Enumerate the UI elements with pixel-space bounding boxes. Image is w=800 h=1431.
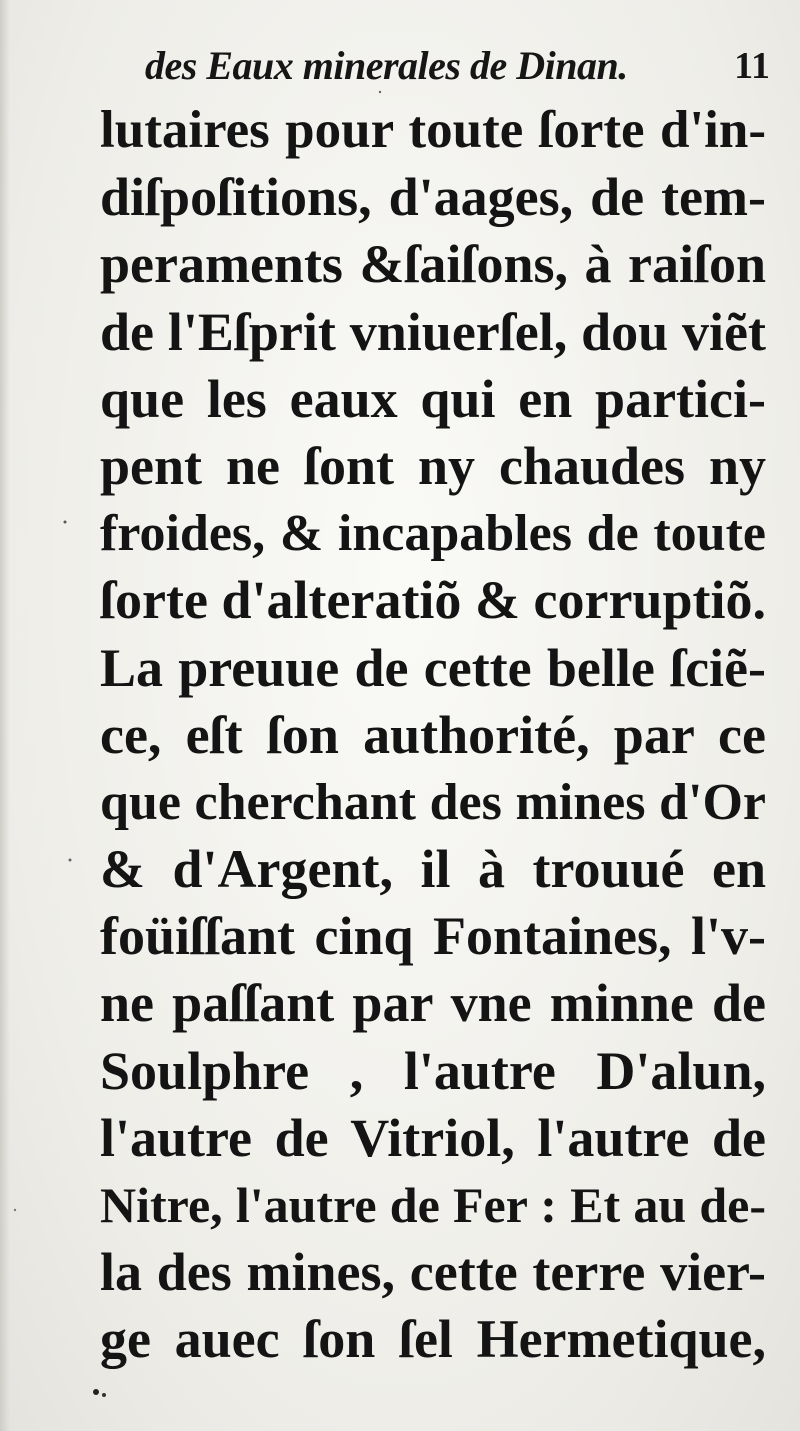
running-title: des Eaux minerales de Dinan.: [145, 43, 628, 88]
text-line: diſpoſitions, d'aages, de tem-: [100, 167, 766, 228]
ink-speck: [14, 1209, 16, 1211]
running-head: [100, 38, 780, 94]
ink-speck: [69, 859, 72, 862]
text-line: froides, & incapables de toute: [100, 505, 766, 563]
text-line: la des mines, cette terre vier-: [100, 1242, 766, 1303]
page-number: 11: [734, 45, 770, 87]
text-line: ce, eſt ſon authorité, par ce: [100, 704, 766, 765]
text-line: que cherchant des mines d'Or: [100, 773, 766, 831]
text-line: foüiſſant cinq Fontaines, l'v-: [100, 906, 766, 967]
text-line: l'autre de Vitriol, l'autre de: [100, 1107, 766, 1168]
body-text: [100, 97, 766, 1374]
text-line: ne paſſant par vne minne de: [100, 973, 766, 1034]
text-line: ſorte d'alteratiõ & corruptiõ.: [100, 570, 766, 631]
text-line: Soulphre , l'autre D'alun,: [100, 1040, 766, 1101]
text-line: Nitre, l'autre de Fer : Et au de-: [100, 1177, 766, 1233]
text-line: que les eaux qui en partici-: [100, 368, 766, 429]
text-line: & d'Argent, il à trouué en: [100, 839, 766, 900]
page-gutter-shadow: [0, 0, 10, 1431]
ink-speck: [64, 521, 67, 524]
text-line: lutaires pour toute ſorte d'in-: [100, 101, 766, 159]
text-line: pent ne ſont ny chaudes ny: [100, 435, 766, 496]
ink-speck: [102, 1393, 106, 1397]
text-line: peraments &ſaiſons, à raiſon: [100, 234, 766, 295]
text-line: ge auec ſon ſel Hermetique,: [100, 1309, 766, 1370]
text-line: La preuue de cette belle ſciẽ-: [100, 637, 766, 698]
ink-speck: [93, 1389, 99, 1395]
text-line: de l'Eſprit vniuerſel, dou viẽt: [100, 301, 766, 362]
